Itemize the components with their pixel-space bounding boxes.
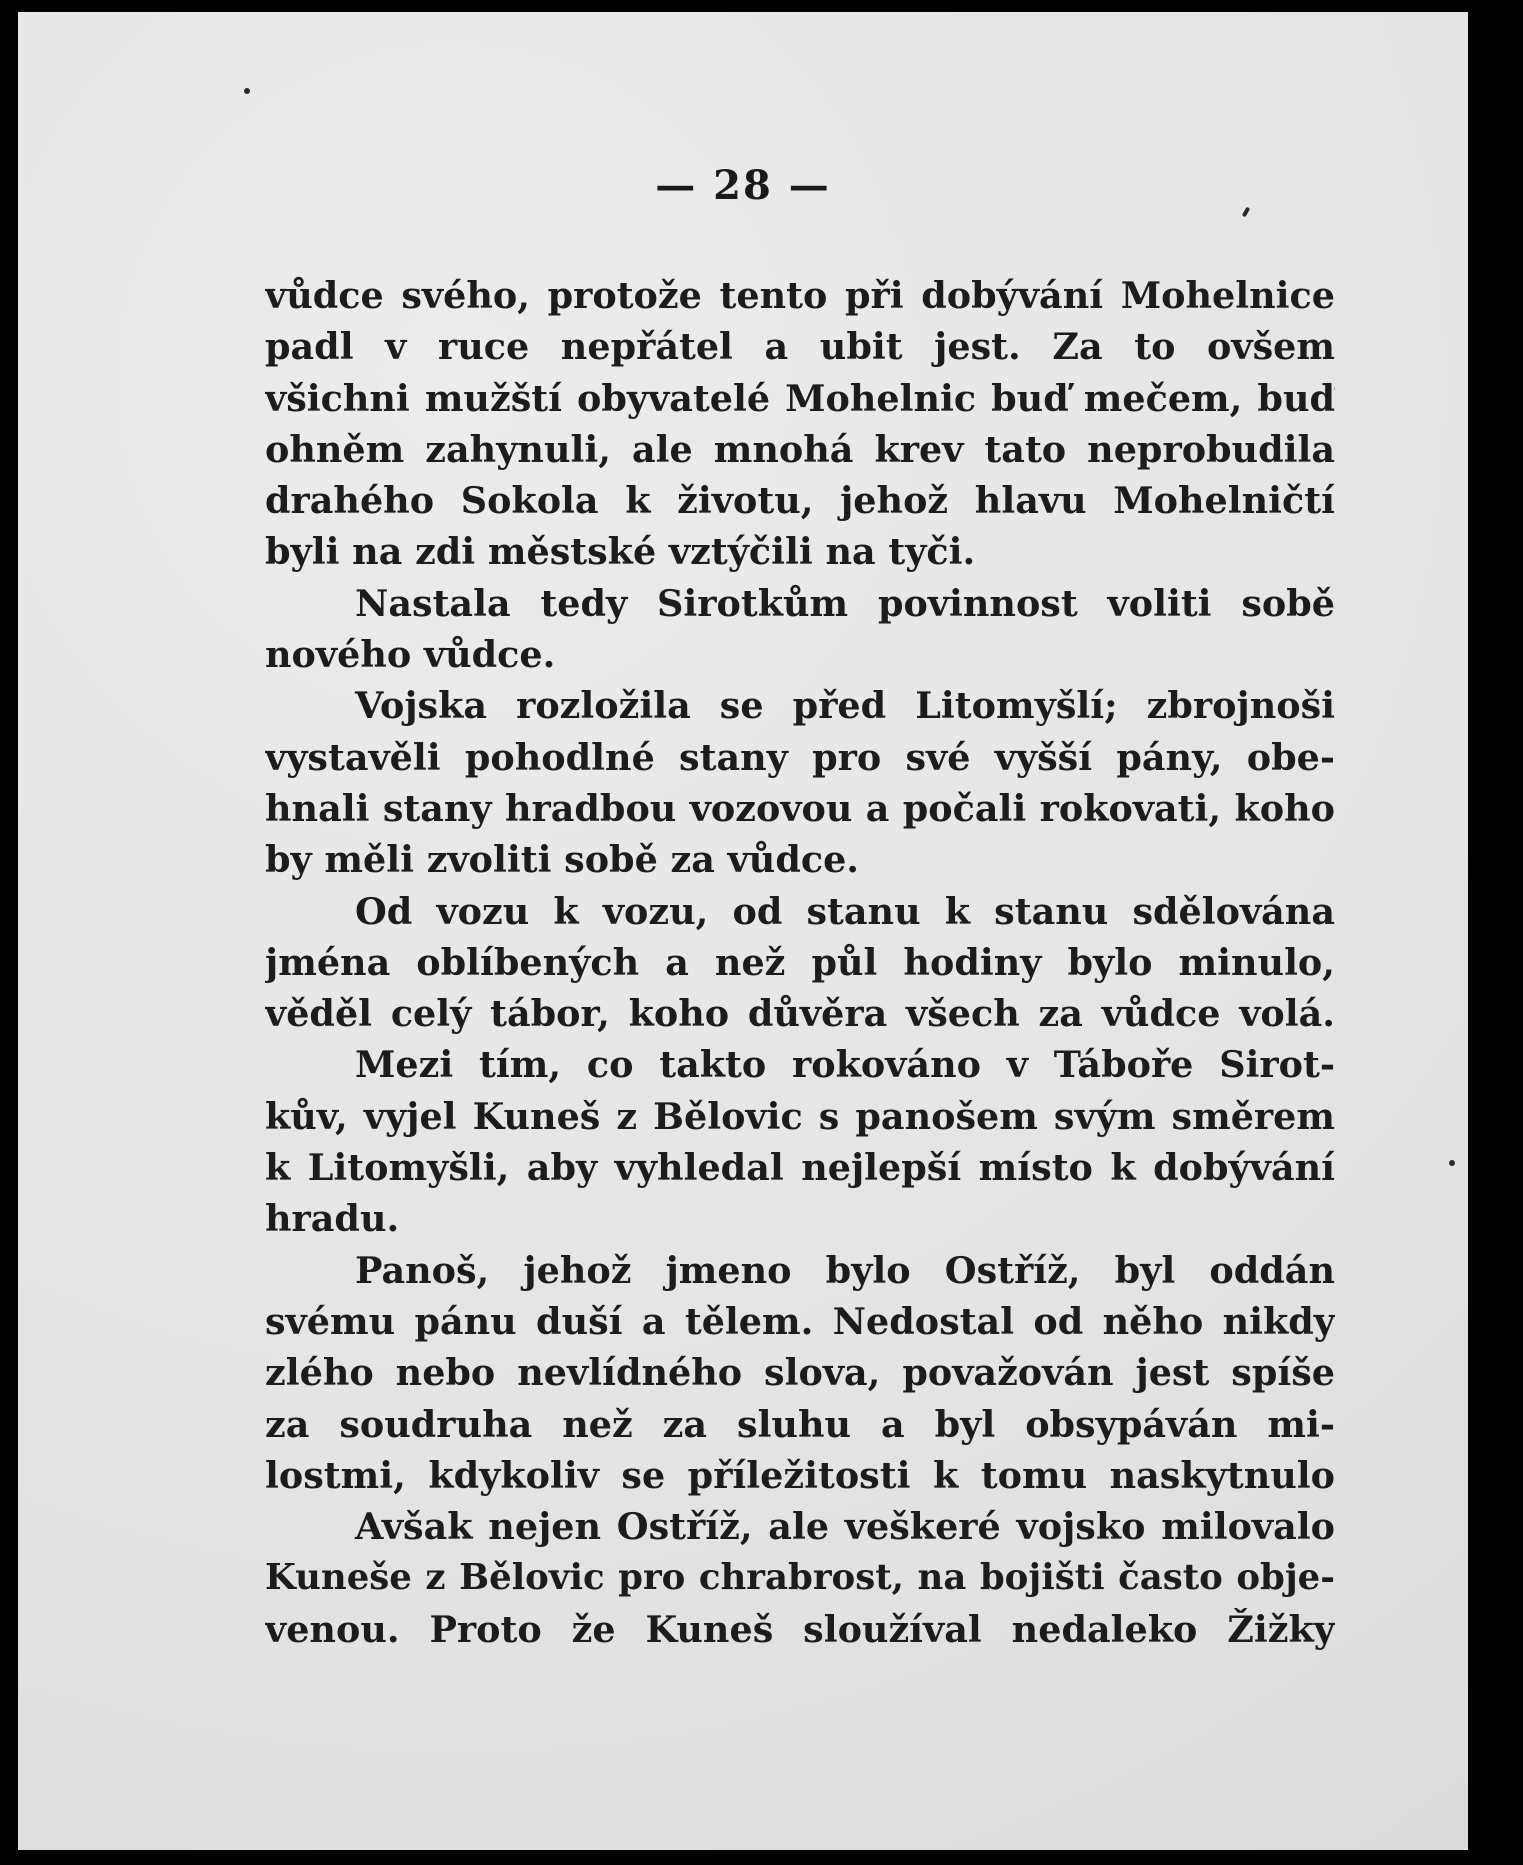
text-line: Mezi tím, co takto rokováno v Táboře Sirot-	[355, 1043, 1335, 1087]
text-line: zlého nebo nevlídného slova, považován jest spíše	[265, 1351, 1335, 1395]
text-line: kův, vyjel Kuneš z Bělovic s panošem svým směrem	[265, 1094, 1335, 1138]
text-line: Avšak nejen Ostříž, ale veškeré vojsko milovalo	[355, 1505, 1335, 1549]
text-line: lostmi, kdykoliv se příležitosti k tomu naskytnulo	[265, 1453, 1335, 1497]
text-line: věděl celý tábor, koho důvěra všech za vůdce volá.	[265, 992, 1335, 1036]
scanned-page	[18, 12, 1468, 1850]
text-line: za soudruha než za sluhu a byl obsypáván mi-	[265, 1402, 1335, 1446]
text-line: drahého Sokola k životu, jehož hlavu Mohelničtí	[265, 479, 1335, 523]
text-line: ohněm zahynuli, ale mnohá krev tato neprobudila	[265, 427, 1335, 471]
text-line: by měli zvoliti sobě za vůdce.	[265, 838, 860, 882]
scan-speck	[1449, 1160, 1455, 1166]
text-line: vystavěli pohodlné stany pro své vyšší pány, obe-	[265, 735, 1335, 779]
text-line: svému pánu duší a tělem. Nedostal od něho nikdy	[265, 1299, 1335, 1343]
text-line: byli na zdi městské vztýčili na tyči.	[265, 530, 976, 574]
page-number: — 28 —	[655, 162, 831, 209]
text-line: Vojska rozložila se před Litomyšlí; zbrojnoši	[355, 684, 1335, 728]
text-line: hradu.	[265, 1197, 400, 1241]
text-line: Od vozu k vozu, od stanu k stanu sdělována	[355, 889, 1335, 933]
text-line: venou. Proto že Kuneš sloužíval nedaleko Žižky	[265, 1607, 1335, 1651]
text-line: vůdce svého, protože tento při dobývání Mohelnice	[265, 274, 1335, 317]
text-line: hnali stany hradbou vozovou a počali rokovati, koho	[265, 786, 1335, 830]
text-line: k Litomyšli, aby vyhledal nejlepší místo k dobývání	[265, 1146, 1335, 1190]
text-line: všichni mužští obyvatelé Mohelnic buď mečem, buď	[265, 376, 1335, 420]
text-line: Kuneše z Bělovic pro chrabrost, na bojišti často obje-	[265, 1557, 1335, 1599]
text-line: Nastala tedy Sirotkům povinnost voliti sobě	[355, 581, 1335, 625]
text-line: jména oblíbených a než půl hodiny bylo minulo,	[265, 940, 1335, 984]
scan-border	[1470, 0, 1523, 1865]
text-line: padl v ruce nepřátel a ubit jest. Za to ovšem	[265, 325, 1335, 369]
text-line: Panoš, jehož jmeno bylo Ostříž, byl oddán	[355, 1248, 1335, 1292]
text-line: nového vůdce.	[265, 633, 556, 677]
body-text	[265, 270, 1335, 1655]
scan-speck	[244, 88, 250, 94]
